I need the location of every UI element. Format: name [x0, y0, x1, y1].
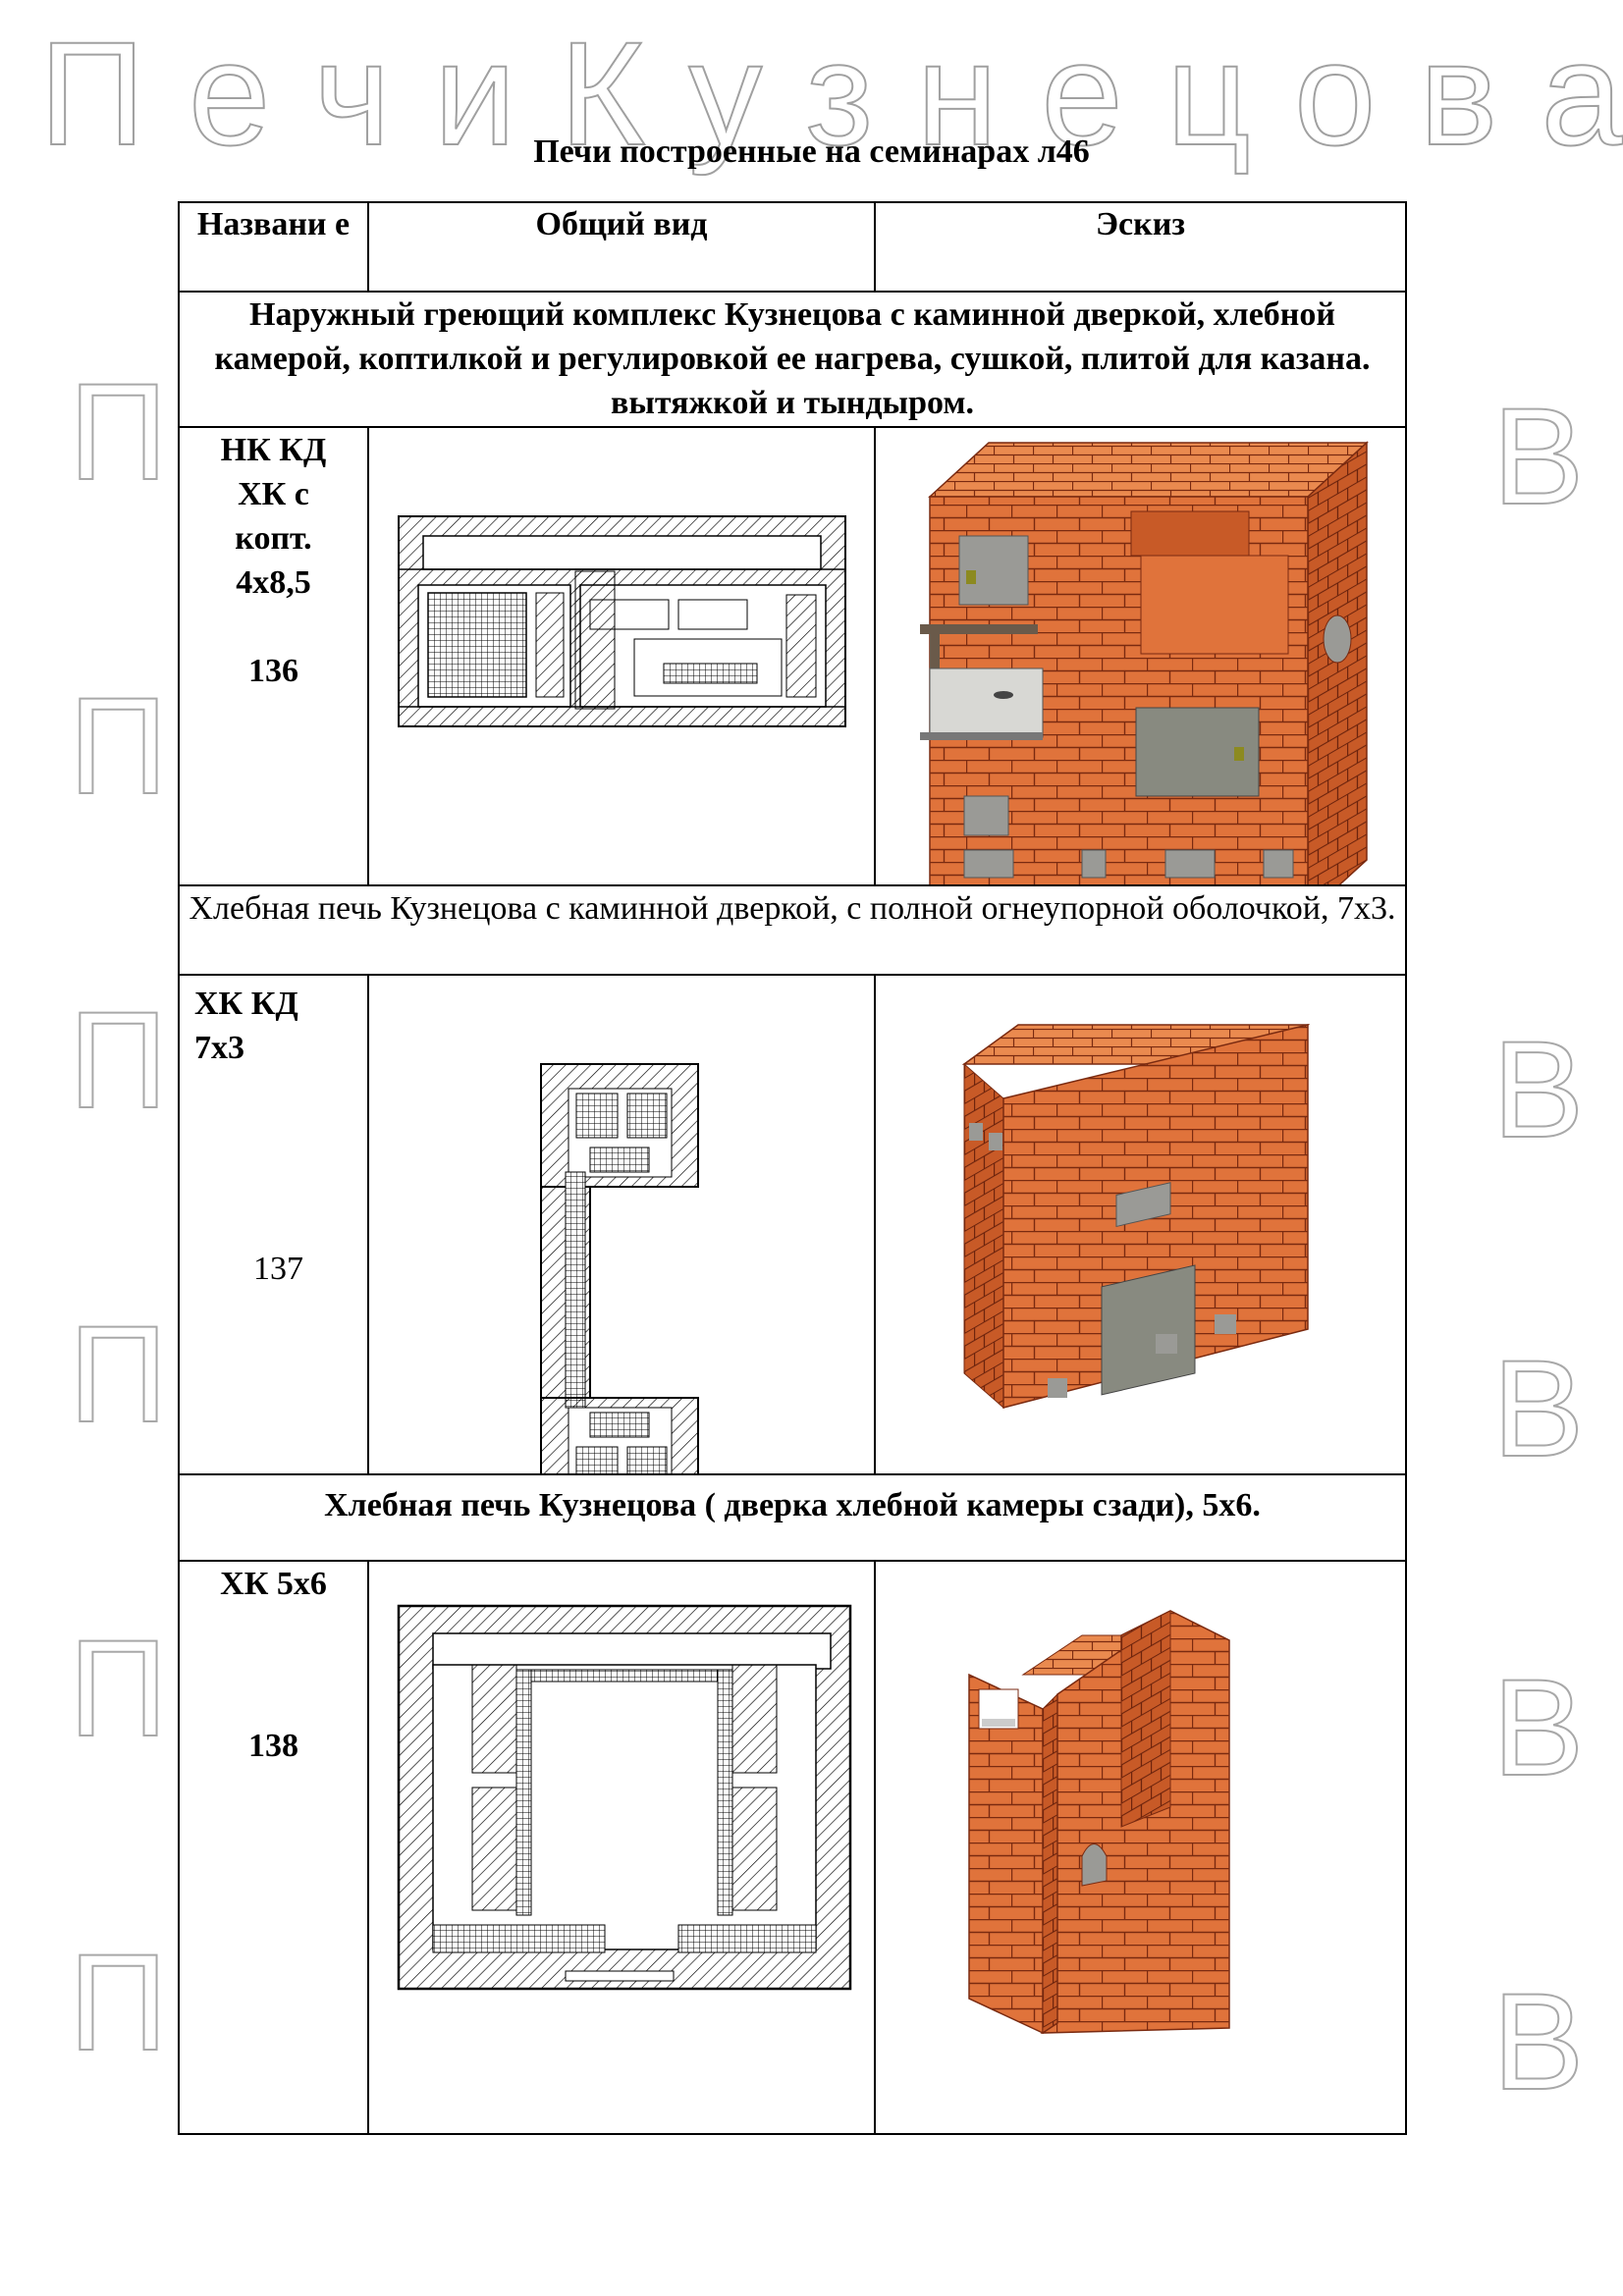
section-caption-row: [179, 292, 1406, 427]
section-caption: Наружный греющий комплекс Кузнецова с каминной дверкой, хлебной камерой, коптилкой и регулировкой ее нагрева, сушкой, плитой для казана. вытяжкой и тындыром.: [179, 292, 1406, 427]
stove-name-cell: [179, 427, 368, 885]
watermark-letter: в: [1419, 11, 1498, 176]
stove-name-line: НК КД: [220, 432, 327, 468]
watermark-letter: е: [188, 11, 271, 176]
plan-drawing-1: [369, 428, 876, 884]
watermark-letter: К: [559, 11, 646, 176]
plan-drawing-2: [369, 976, 876, 1473]
stove-name-line: ХК с: [238, 476, 309, 512]
stove-name-line: 7х3: [194, 1030, 244, 1066]
watermark-side-left-4: П: [69, 1297, 168, 1451]
watermark-letter: П: [39, 11, 145, 176]
header-name: Названи е: [179, 202, 368, 292]
header-sketch: Эскиз: [875, 202, 1406, 292]
watermark-side-left-3: П: [69, 983, 168, 1137]
sketch-cell: [875, 427, 1406, 885]
sketch-render-2: [876, 976, 1407, 1473]
watermark-side-right-3: В: [1492, 1331, 1585, 1485]
stove-name-line: ХК 5х6: [220, 1566, 327, 1602]
sketch-cell: [875, 1561, 1406, 2134]
table-row: [179, 1561, 1406, 2134]
table-row: [179, 427, 1406, 885]
watermark-side-left-6: П: [69, 1925, 168, 2079]
stove-name-cell: [179, 975, 368, 1474]
stove-number: 137: [253, 1251, 303, 1287]
section-caption: Хлебная печь Кузнецова с каминной дверкой, с полной огнеупорной оболочкой, 7х3.: [179, 885, 1406, 975]
watermark-letter: у: [688, 11, 763, 176]
stoves-table: [178, 201, 1407, 2135]
section-caption-row: [179, 1474, 1406, 1561]
sketch-render-1: [876, 428, 1407, 884]
plan-drawing-cell: [368, 427, 875, 885]
watermark-letter: ц: [1165, 11, 1251, 176]
watermark-side-left-5: П: [69, 1611, 168, 1765]
watermark-side-right-1: В: [1492, 379, 1585, 533]
watermark-side-right-2: В: [1492, 1012, 1585, 1166]
watermark-letter: и: [433, 11, 516, 176]
watermark-letter: з: [805, 11, 874, 176]
section-caption-row: [179, 885, 1406, 975]
stove-number: 138: [248, 1728, 298, 1764]
watermark-letter: о: [1293, 11, 1377, 176]
watermark-side-right-4: В: [1492, 1650, 1585, 1804]
plan-drawing-cell: [368, 1561, 875, 2134]
stove-name-cell: [179, 1561, 368, 2134]
watermark-letter: е: [1041, 11, 1123, 176]
stove-number: 136: [248, 653, 298, 689]
watermark-side-right-5: В: [1492, 1964, 1585, 2118]
watermark-letter: ч: [313, 11, 391, 176]
sketch-render-3: [876, 1562, 1407, 2133]
watermark-side-left-2: П: [69, 668, 168, 823]
watermark-letter: а: [1541, 11, 1623, 176]
watermark-letter: н: [916, 11, 999, 176]
stove-name-line: ХК КД: [194, 986, 298, 1022]
table-row: [179, 975, 1406, 1474]
section-caption: Хлебная печь Кузнецова ( дверка хлебной камеры сзади), 5х6.: [179, 1474, 1406, 1561]
plan-drawing-3: [369, 1562, 876, 2133]
plan-drawing-cell: [368, 975, 875, 1474]
watermark-side-left-1: П: [69, 354, 168, 508]
header-general-view: Общий вид: [368, 202, 875, 292]
page-title: Печи построенные на семинарах л46: [533, 133, 1090, 170]
stove-name-line: 4х8,5: [236, 564, 311, 601]
sketch-cell: [875, 975, 1406, 1474]
table-header-row: [179, 202, 1406, 292]
stove-name-line: копт.: [235, 520, 312, 557]
